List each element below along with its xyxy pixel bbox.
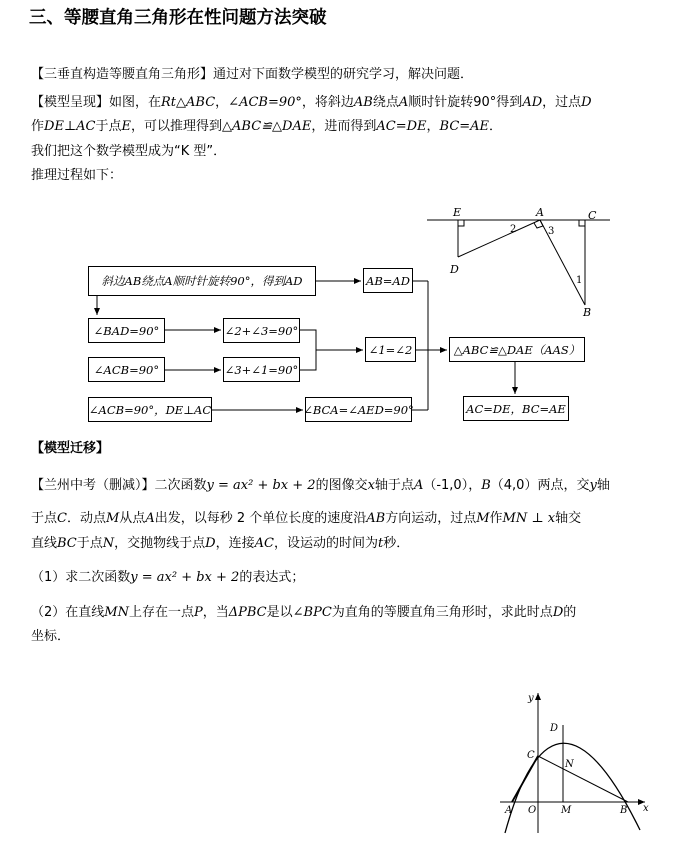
flow-box-bad: ∠BAD=90° xyxy=(88,318,165,343)
question-line-1: 【兰州中考（删减）】二次函数y = ax² + bx + 2的图像交x轴于点A（-1,0），B（4,0）两点，交y轴 xyxy=(31,478,610,493)
sub-question-1: （1）求二次函数y = ax² + bx + 2的表达式； xyxy=(31,570,305,585)
flow-box-acb-de: ∠ACB=90°，DE⊥AC xyxy=(88,397,212,422)
label-n: N xyxy=(565,759,574,770)
right-angle-e xyxy=(458,220,464,226)
label-angle-3: 3 xyxy=(548,226,555,237)
label-angle-1: 1 xyxy=(576,275,583,286)
intro-line-2: 【模型呈现】如图，在Rt△ABC，∠ACB=90°，将斜边AB绕点A顺时针旋转90°得到AD，过点D xyxy=(31,95,592,110)
flow-box-congruent: △ABC≌△DAE（AAS） xyxy=(449,337,585,362)
label-o: O xyxy=(528,805,537,816)
segment-ac xyxy=(512,756,538,802)
flow-box-3-1: ∠3+∠1=90° xyxy=(223,357,300,382)
question-line-2: 于点C．动点M从点A出发，以每秒 2 个单位长度的速度沿AB方向运动，过点M作MN ⊥ x轴交 xyxy=(31,511,582,526)
label-c: C xyxy=(527,750,535,761)
label-d: D xyxy=(450,263,459,276)
label-b: B xyxy=(583,306,592,319)
intro-line-3: 作DE⊥AC于点E，可以推理得到△ABC≌△DAE，进而得到AC=DE，BC=AE． xyxy=(31,119,503,134)
label-b: B xyxy=(620,805,628,816)
label-y: y xyxy=(528,693,534,704)
label-c: C xyxy=(588,209,597,222)
sub-question-2-cont: 坐标． xyxy=(31,629,71,644)
flow-box-rotate: 斜边AB绕点A顺时针旋转90°，得到AD xyxy=(88,266,316,296)
parabola-figure xyxy=(490,685,660,840)
question-line-3: 直线BC于点N，交抛物线于点D，连接AC，设运动的时间为t秒． xyxy=(31,536,410,551)
intro-line-4: 我们把这个数学模型成为“K 型”． xyxy=(31,144,227,159)
page-title: 三、等腰直角三角形在性问题方法突破 xyxy=(29,8,327,28)
sub-question-2: （2）在直线MN上存在一点P，当ΔPBC是以∠BPC为直角的等腰直角三角形时，求此时点D的 xyxy=(31,605,577,620)
segment-ab xyxy=(540,220,585,305)
flow-box-bca-aed: ∠BCA=∠AED=90° xyxy=(305,397,412,422)
label-m: M xyxy=(561,805,572,816)
segment-cb xyxy=(538,756,628,802)
label-d: D xyxy=(550,723,559,734)
label-angle-2: 2 xyxy=(510,224,517,235)
parabola-curve xyxy=(505,743,640,833)
flow-box-ab-ad: AB=AD xyxy=(363,268,413,293)
intro-line-5: 推理过程如下： xyxy=(31,168,123,183)
flow-box-1-2: ∠1=∠2 xyxy=(365,337,416,362)
flow-box-acb: ∠ACB=90° xyxy=(88,357,165,382)
right-angle-c xyxy=(579,220,585,226)
label-a: A xyxy=(505,805,513,816)
flow-box-2-3: ∠2+∠3=90° xyxy=(223,318,300,343)
intro-line-1: 【三垂直构造等腰直角三角形】通过对下面数学模型的研究学习，解决问题． xyxy=(31,67,474,82)
label-x: x xyxy=(643,803,649,814)
label-e: E xyxy=(453,206,462,219)
segment-da xyxy=(458,220,540,257)
label-a: A xyxy=(536,206,544,219)
flow-box-result: AC=DE，BC=AE xyxy=(463,396,569,421)
transfer-heading: 【模型迁移】 xyxy=(31,441,110,456)
